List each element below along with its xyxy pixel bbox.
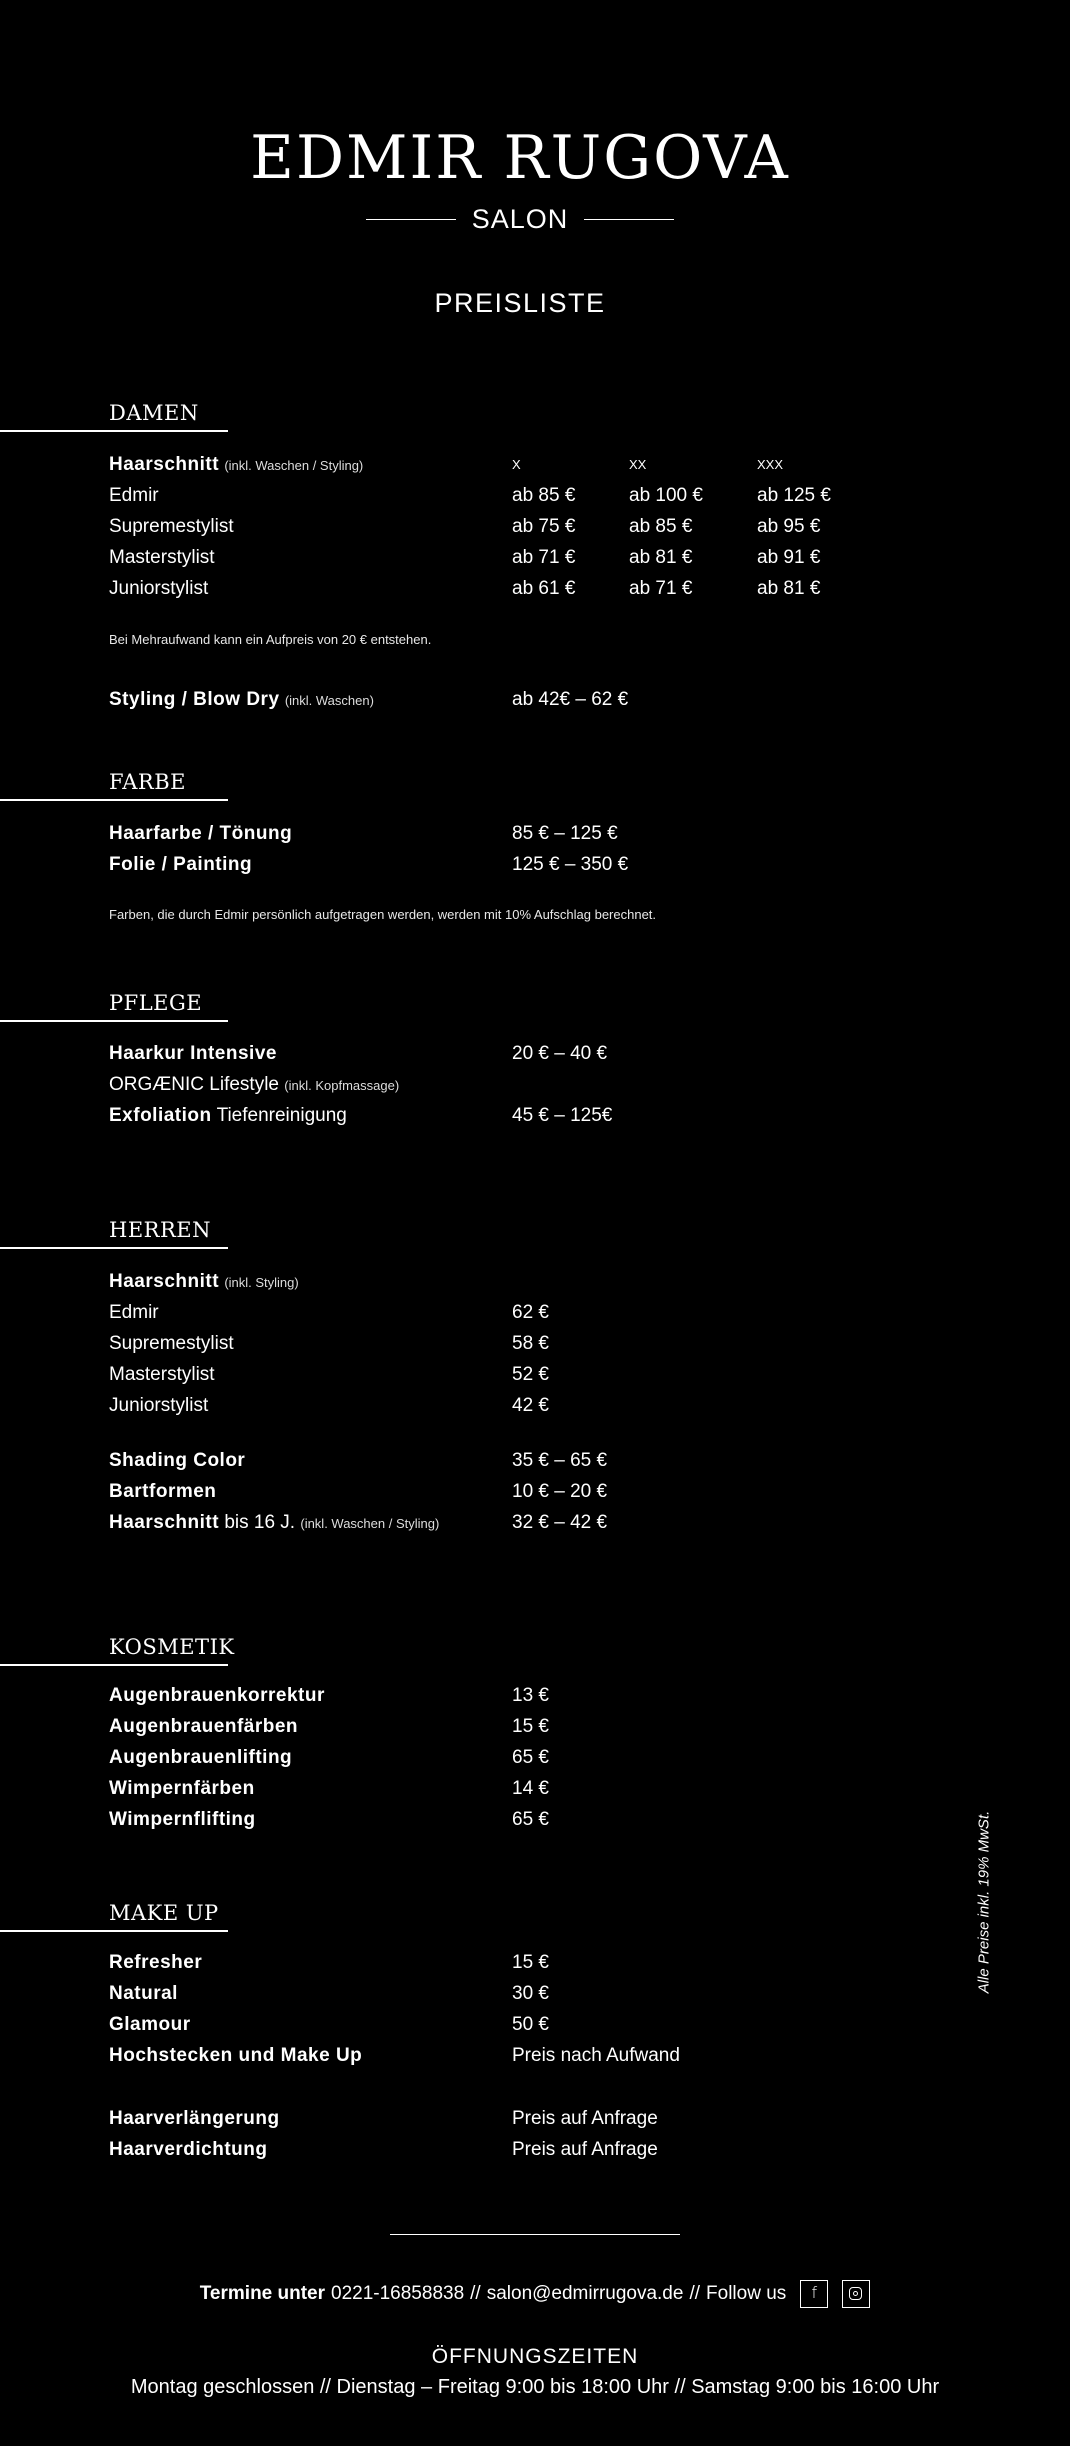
item-name: Exfoliation [109,1105,212,1126]
item-detail: (inkl. Waschen) [284,693,374,708]
price: ab 100 € [629,485,703,506]
brand-subtitle [0,204,1040,235]
item-detail: (inkl. Waschen / Styling) [300,1516,440,1531]
item-name: Wimpernflifting [109,1809,256,1830]
price: ab 85 € [629,516,693,537]
stylist-name: Juniorstylist [109,1395,209,1416]
item-name: Shading Color [109,1450,246,1471]
price: ab 125 € [757,485,831,506]
price: ab 85 € [512,485,576,506]
column-header-xx: XX [629,457,647,472]
price: Preis auf Anfrage [512,2108,658,2129]
item-name: Glamour [109,2014,191,2035]
subtitle-text: SALON [471,204,569,234]
contact-line [0,2280,1070,2308]
price: ab 95 € [757,516,821,537]
price: 30 € [512,1983,549,2004]
price: 125 € – 350 € [512,854,629,875]
phone-link[interactable]: 0221-16858838 [331,2283,465,2304]
item-detail: (inkl. Styling) [224,1275,299,1290]
vat-note: Alle Preise inkl. 19% MwSt. [975,1810,993,1994]
section-title: PFLEGE [109,991,203,1015]
price: 35 € – 65 € [512,1450,608,1471]
email-link[interactable]: salon@edmirrugova.de [486,2283,684,2304]
item-name: Augenbrauenfärben [109,1716,299,1737]
opening-hours-text: Montag geschlossen // Dienstag – Freitag 9:00 bis 18:00 Uhr // Samstag 9:00 bis 16:00 Uhr [130,2376,940,2398]
price: 20 € – 40 € [512,1043,608,1064]
price: 14 € [512,1778,549,1799]
section-rule [0,1664,228,1666]
stylist-name: Juniorstylist [109,578,209,599]
facebook-icon[interactable] [800,2280,828,2308]
section-title: FARBE [109,770,186,794]
price: 65 € [512,1809,549,1830]
section-title: KOSMETIK [109,1635,235,1659]
stylist-name: Masterstylist [109,547,215,568]
separator: // [470,2283,481,2304]
section-rule [0,430,228,432]
price: 10 € – 20 € [512,1481,608,1502]
section-title: MAKE UP [109,1901,219,1925]
price: 32 € – 42 € [512,1512,608,1533]
subtitle-rule-right [584,219,674,220]
item-name: Haarkur Intensive [109,1043,277,1064]
column-header-x: X [512,457,521,472]
item-detail: (inkl. Waschen / Styling) [224,458,364,473]
section-rule [0,1930,228,1932]
item-subname: Tiefenreinigung [216,1105,347,1126]
instagram-lens [849,2287,862,2300]
stylist-name: Edmir [109,485,159,506]
stylist-name: Supremestylist [109,516,234,537]
stylist-name: Masterstylist [109,1364,215,1385]
price: 45 € – 125€ [512,1105,613,1126]
page-title: PREISLISTE [434,288,606,318]
price: ab 75 € [512,516,576,537]
item-name: Haarschnitt [109,454,220,475]
price: 65 € [512,1747,549,1768]
item-name: Haarverlängerung [109,2108,280,2129]
price: ab 71 € [629,578,693,599]
price: ab 61 € [512,578,576,599]
subtitle-rule-left [366,219,456,220]
item-name: Haarfarbe / Tönung [109,823,293,844]
column-header-xxx: XXX [757,457,784,472]
item-name: Refresher [109,1952,203,1973]
item-subname: bis 16 J. [224,1512,296,1533]
brand-name: EDMIR RUGOVA [250,123,790,193]
section-title: DAMEN [109,401,199,425]
item-name: Haarschnitt [109,1512,220,1533]
price: 52 € [512,1364,549,1385]
price: Preis auf Anfrage [512,2139,658,2160]
section-rule [0,799,228,801]
price: ab 81 € [629,547,693,568]
item-name: Haarverdichtung [109,2139,268,2160]
section-title: HERREN [109,1218,211,1242]
section-rule [0,1020,228,1022]
item-name: Bartformen [109,1481,217,1502]
price: 13 € [512,1685,549,1706]
damen-note: Bei Mehraufwand kann ein Aufpreis von 20 € entstehen. [109,632,432,647]
price: 50 € [512,2014,549,2035]
price: ab 71 € [512,547,576,568]
price: 15 € [512,1716,549,1737]
farbe-note: Farben, die durch Edmir persönlich aufgetragen werden, werden mit 10% Aufschlag berechnet. [109,907,657,922]
price: 62 € [512,1302,549,1323]
item-name: Natural [109,1983,178,2004]
stylist-name: Edmir [109,1302,159,1323]
footer-divider [390,2234,680,2235]
price: 42 € [512,1395,549,1416]
item-name: Haarschnitt [109,1271,220,1292]
item-name: Styling / Blow Dry [109,689,280,710]
item-name: Wimpernfärben [109,1778,255,1799]
termine-label: Termine unter [199,2283,326,2304]
item-name: Augenbrauenkorrektur [109,1685,325,1706]
price: Preis nach Aufwand [512,2045,680,2066]
stylist-name: Supremestylist [109,1333,234,1354]
follow-label: Follow us [706,2283,787,2304]
item-name: Hochstecken und Make Up [109,2045,363,2066]
item-name: Augenbrauenlifting [109,1747,293,1768]
separator: // [689,2283,701,2304]
price: ab 42€ – 62 € [512,689,629,710]
item-name: ORGÆNIC Lifestyle [109,1074,279,1095]
price: 85 € – 125 € [512,823,618,844]
instagram-icon[interactable] [842,2280,870,2308]
section-rule [0,1247,228,1249]
item-detail: (inkl. Kopfmassage) [284,1078,400,1093]
price: 15 € [512,1952,549,1973]
price: 58 € [512,1333,549,1354]
price: ab 81 € [757,578,821,599]
opening-hours-title: ÖFFNUNGSZEITEN [431,2345,639,2368]
item-name: Folie / Painting [109,854,253,875]
price: ab 91 € [757,547,821,568]
